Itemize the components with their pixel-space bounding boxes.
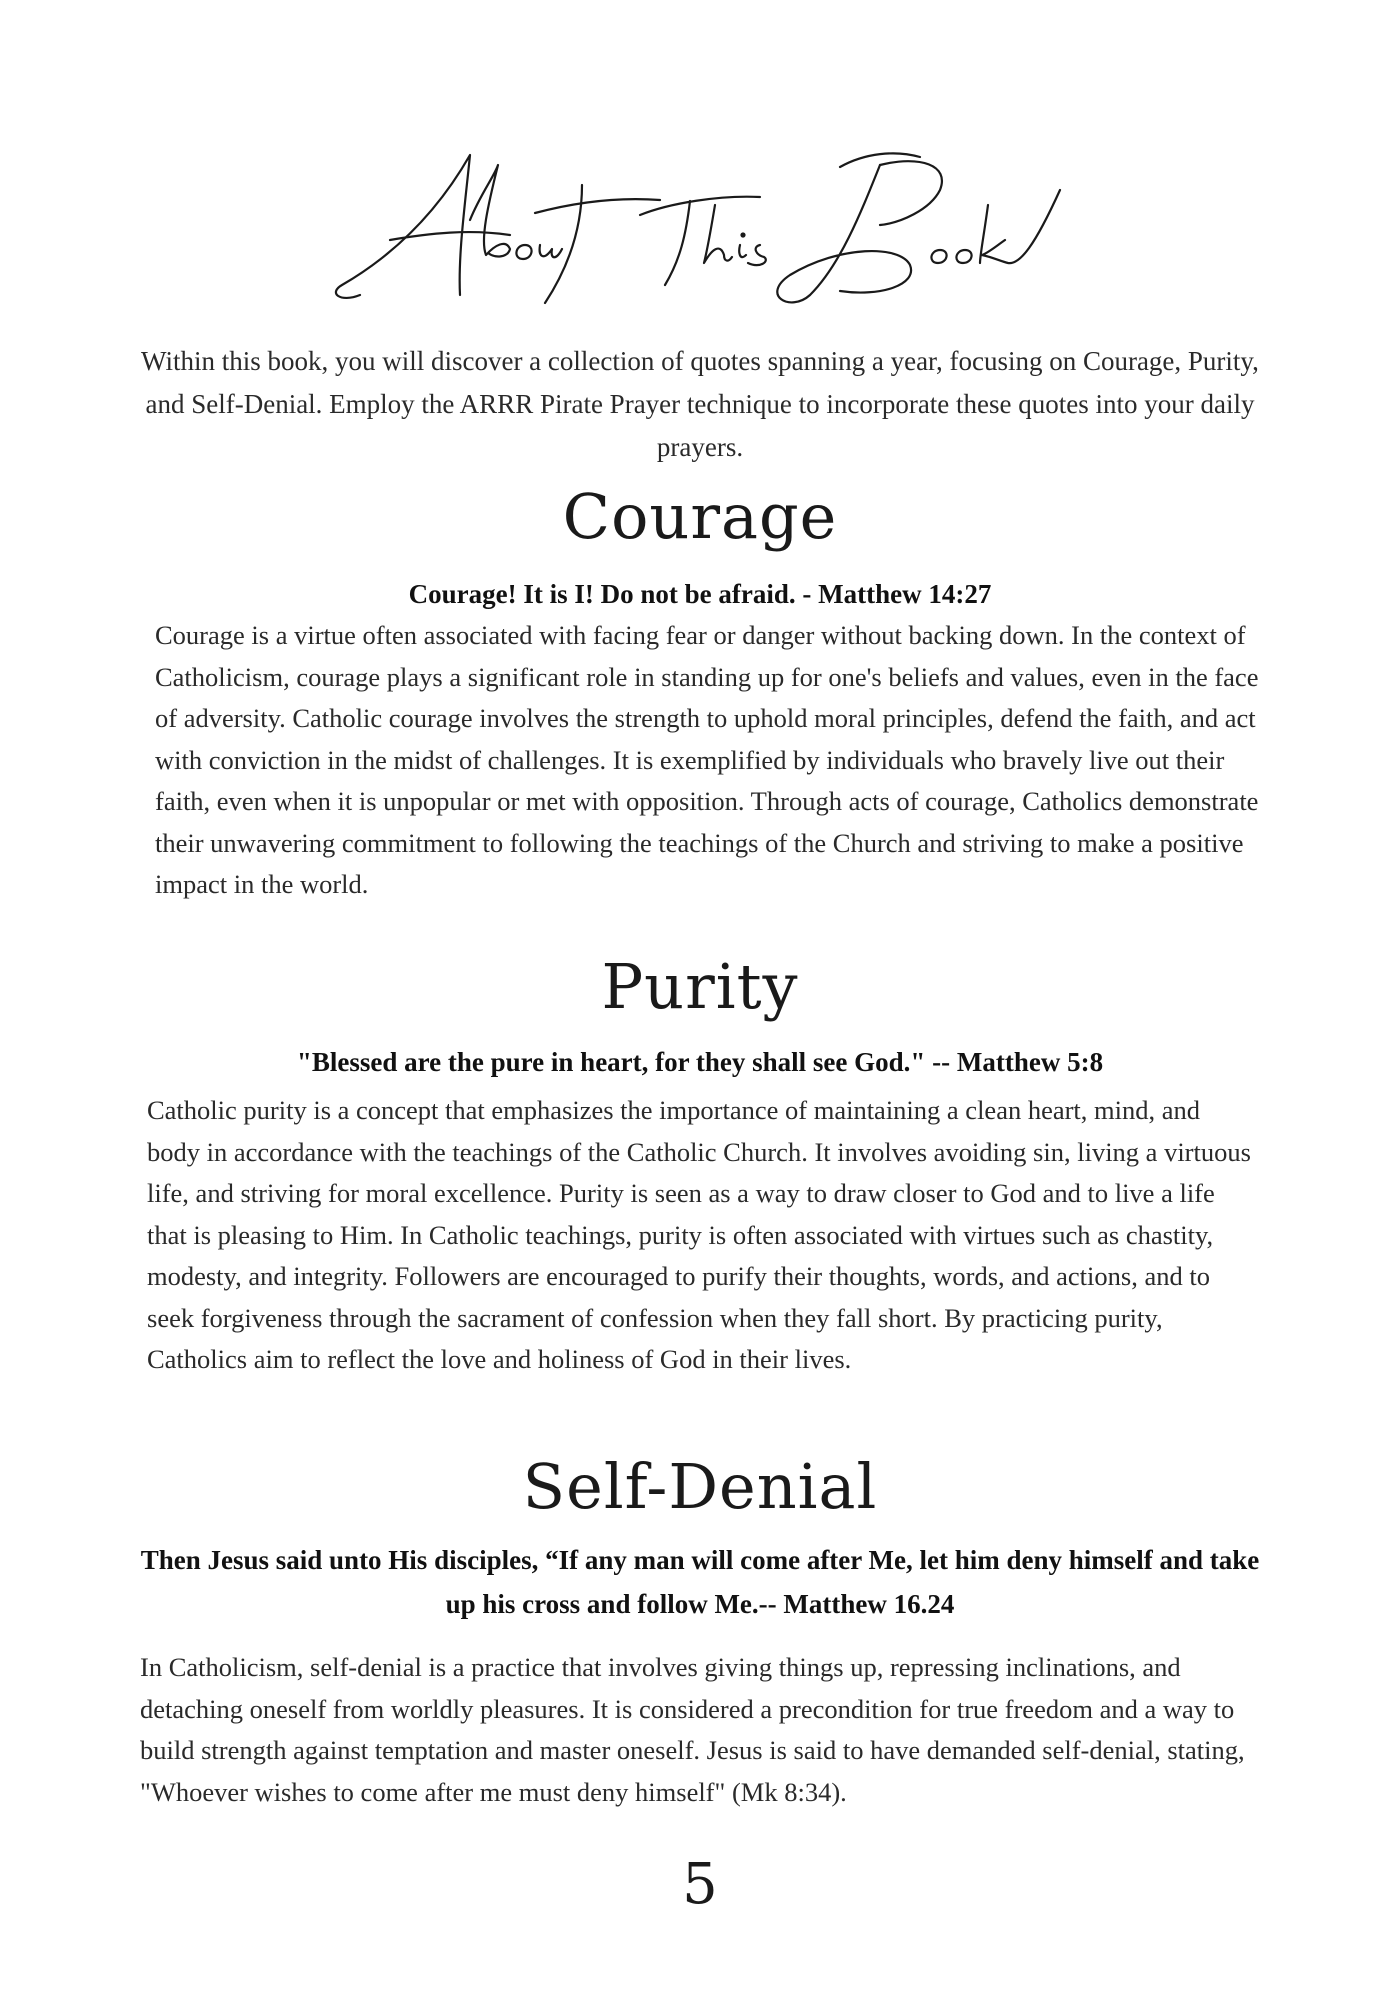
section-verse-purity: "Blessed are the pure in heart, for they shall see God." -- Matthew 5:8: [296, 1047, 1104, 1077]
handwritten-title-graphic: [320, 145, 1080, 315]
page-title: [0, 145, 1400, 315]
section-verse-self-denial: Then Jesus said unto His disciples, “If any man will come after Me, let him deny himself and take up his cross and follow Me.-- Matthew 16.24: [140, 1545, 1260, 1619]
section-verse-courage: Courage! It is I! Do not be afraid. - Matthew 14:27: [408, 579, 992, 609]
intro-paragraph: Within this book, you will discover a collection of quotes spanning a year, focusing on Courage, Purity, and Self-Denial. Employ the ARRR Pirate Prayer technique to incorporate these quotes into your daily prayers.: [141, 346, 1259, 462]
section-body-courage: Courage is a virtue often associated with facing fear or danger without backing down. In the context of Catholicism, courage plays a significant role in standing up for one's beliefs and values, even in the face of adversity. Catholic courage involves the strength to uphold moral principles, defend the faith, and act with conviction in the midst of challenges. It is exemplified by individuals who bravely live out their faith, even when it is unpopular or met with opposition. Through acts of courage, Catholics demonstrate their unwavering commitment to following the teachings of the Church and striving to make a positive impact in the world.: [155, 620, 1259, 899]
section-body-purity: Catholic purity is a concept that emphasizes the importance of maintaining a clean heart, mind, and body in accordance with the teachings of the Catholic Church. It involves avoiding sin, living a virtuous life, and striving for moral excellence. Purity is seen as a way to draw closer to God and to live a life that is pleasing to Him. In Catholic teachings, purity is often associated with virtues such as chastity, modesty, and integrity. Followers are encouraged to purify their thoughts, words, and actions, and to seek forgiveness through the sacrament of confession when they fall short. By practicing purity, Catholics aim to reflect the love and holiness of God in their lives.: [147, 1095, 1251, 1374]
section-heading-self-denial: Self-Denial: [522, 1450, 878, 1523]
page-number: 5: [682, 1852, 718, 1917]
section-body-self-denial: In Catholicism, self-denial is a practice that involves giving things up, repressing inclinations, and detaching oneself from worldly pleasures. It is considered a precondition for true freedom and a way to build strength against temptation and master oneself. Jesus is said to have demanded self-denial, stating, "Whoever wishes to come after me must deny himself" (Mk 8:34).: [140, 1652, 1245, 1807]
section-heading-courage: Courage: [562, 480, 838, 553]
section-heading-purity: Purity: [601, 950, 799, 1023]
